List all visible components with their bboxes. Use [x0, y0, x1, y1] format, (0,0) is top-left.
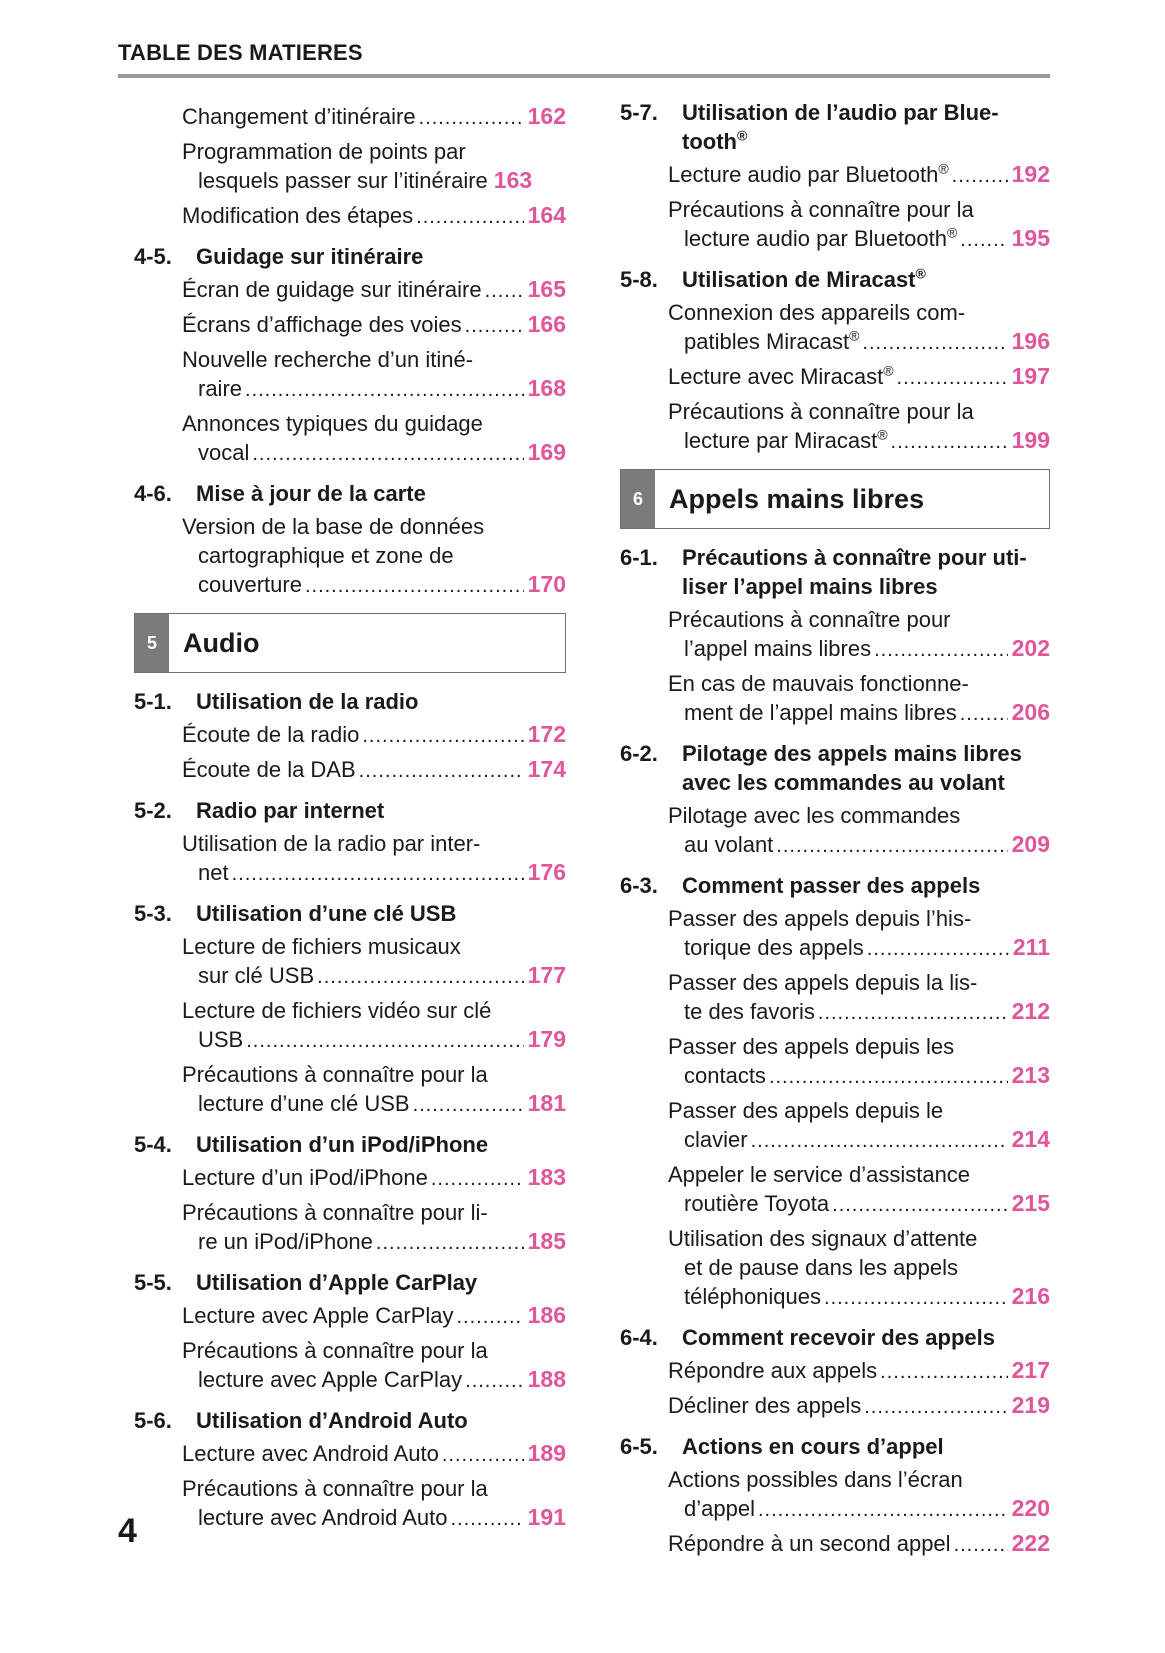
- toc-entry[interactable]: [620, 1096, 1050, 1156]
- toc-entry-line: [182, 858, 566, 889]
- dot-leader: [832, 1191, 1007, 1220]
- toc-page-number[interactable]: 206: [1011, 699, 1050, 725]
- toc-entry[interactable]: [620, 968, 1050, 1028]
- toc-entry-text: Pilotage avec les commandes: [668, 803, 961, 828]
- toc-entry[interactable]: [620, 1529, 1050, 1560]
- toc-entry-text: Annonces typiques du guidage: [182, 411, 483, 436]
- toc-entry-line: [182, 541, 566, 570]
- toc-entry-text: Changement d’itinéraire: [182, 104, 416, 129]
- toc-entry-line: [668, 698, 1050, 729]
- toc-page-number[interactable]: 164: [527, 202, 566, 228]
- section-title[interactable]: 5-4. Utilisation d’un iPod/iPhone: [134, 1132, 489, 1157]
- chapter-title: Appels mains libres: [669, 483, 925, 514]
- dot-leader: [818, 999, 1008, 1028]
- toc-entry[interactable]: [134, 201, 566, 232]
- dot-leader: [362, 722, 523, 751]
- section-title[interactable]: 5-8. Utilisation de Miracast®: [620, 265, 926, 292]
- toc-entry[interactable]: [620, 669, 1050, 729]
- toc-page-number[interactable]: 215: [1011, 1190, 1050, 1216]
- toc-entry-text: cartographique et zone de: [198, 543, 454, 568]
- dot-leader: [457, 1303, 524, 1332]
- toc-entry-line: [182, 345, 566, 374]
- dot-leader: [419, 104, 524, 133]
- toc-entry-text: Actions possibles dans l’écran: [668, 1467, 963, 1492]
- toc-entry-text: Précautions à connaître pour la: [182, 1338, 488, 1363]
- toc-entry[interactable]: [134, 512, 566, 601]
- toc-entry-text: Précautions à connaître pour la: [182, 1062, 488, 1087]
- toc-entry[interactable]: [134, 1439, 566, 1470]
- dot-leader: [465, 312, 524, 341]
- dot-leader: [751, 1127, 1008, 1156]
- toc-entry-text: clavier: [684, 1127, 748, 1152]
- section-title[interactable]: 6-5. Actions en cours d’appel: [620, 1434, 944, 1459]
- toc-entry[interactable]: [134, 275, 566, 306]
- dot-leader: [431, 1165, 524, 1194]
- toc-entry-line: [668, 1224, 1050, 1253]
- toc-entry[interactable]: [134, 1474, 566, 1534]
- chapter-header-appels[interactable]: [620, 469, 1050, 529]
- toc-page-number[interactable]: 211: [1012, 934, 1050, 960]
- toc-entry[interactable]: [134, 932, 566, 992]
- toc-entry-line: [182, 1163, 566, 1194]
- toc-entry-line: [182, 996, 566, 1025]
- toc-entry-line: [182, 1474, 566, 1503]
- toc-entry-text: au volant: [684, 832, 774, 857]
- toc-entry[interactable]: Précautions à connaître pour la lecture par Miracast® ..... 199: [620, 397, 1050, 457]
- dot-leader: [413, 1091, 524, 1120]
- toc-entry-line: [182, 1198, 566, 1227]
- toc-entry-line: [182, 570, 566, 601]
- entries-group: [134, 829, 566, 889]
- toc-entry-line: [668, 1061, 1050, 1092]
- toc-entry-text: sur clé USB: [198, 963, 315, 988]
- dot-leader: [442, 1441, 524, 1470]
- toc-entry-line: [182, 1336, 566, 1365]
- toc-entry-line: [668, 1160, 1050, 1189]
- toc-entry[interactable]: [620, 801, 1050, 861]
- section-title[interactable]: 5-5. Utilisation d’Apple CarPlay: [134, 1270, 478, 1295]
- toc-entry[interactable]: [620, 1465, 1050, 1525]
- toc-entry-text: Passer des appels depuis la lis-: [668, 970, 978, 995]
- dot-leader: [232, 860, 524, 889]
- dot-leader: [874, 636, 1008, 665]
- dot-leader: [246, 1027, 523, 1056]
- toc-page-number[interactable]: 217: [1011, 1357, 1050, 1383]
- section-title[interactable]: 5-7. Utilisation de l’audio par Blue- tooth®: [620, 100, 999, 154]
- entries-group: [134, 275, 566, 469]
- toc-entry[interactable]: Précautions à connaître pour la lecture audio par Bluetooth® ..... 195: [620, 195, 1050, 255]
- toc-page-number[interactable]: 172: [527, 721, 566, 747]
- toc-page-number[interactable]: 216: [1011, 1283, 1050, 1309]
- toc-entry-text: d’appel: [684, 1496, 755, 1521]
- toc-entry-text: couverture: [198, 572, 302, 597]
- toc-entry-line: [182, 374, 566, 405]
- toc-entry-text: Nouvelle recherche d’un itiné-: [182, 347, 474, 372]
- page-number: 4: [118, 1512, 137, 1550]
- dot-leader: [880, 1358, 1007, 1387]
- toc-page-number[interactable]: 186: [527, 1302, 566, 1328]
- toc-entry-text: et de pause dans les appels: [684, 1255, 958, 1280]
- toc-page-number[interactable]: 168: [527, 375, 566, 401]
- entries-group: [134, 1163, 566, 1258]
- toc-entry-line: [182, 1439, 566, 1470]
- dot-leader: [824, 1284, 1008, 1313]
- toc-entry-line: [668, 1125, 1050, 1156]
- dot-leader: [954, 1531, 1008, 1560]
- dot-leader: [305, 572, 524, 601]
- section-title[interactable]: 4-5. Guidage sur itinéraire: [134, 244, 424, 269]
- section-title[interactable]: 5-2. Radio par internet: [134, 798, 385, 823]
- entries-group: [134, 512, 566, 601]
- toc-entry-line: [668, 830, 1050, 861]
- toc-entry-text: téléphoniques: [684, 1284, 822, 1309]
- toc-entry-text: Programmation de points par: [182, 139, 466, 164]
- dot-leader: [758, 1496, 1008, 1525]
- toc-entry-line: [182, 275, 566, 306]
- toc-entry[interactable]: [134, 137, 566, 197]
- toc-page-number[interactable]: 202: [1011, 635, 1050, 661]
- toc-entry-line: [668, 968, 1050, 997]
- dot-leader: [776, 832, 1007, 861]
- toc-entry-text: Utilisation des signaux d’attente: [668, 1226, 978, 1251]
- toc-entry[interactable]: [134, 310, 566, 341]
- header-rule: [118, 74, 1050, 78]
- dot-leader: [376, 1229, 524, 1258]
- toc-entry-text: En cas de mauvais fonctionne-: [668, 671, 969, 696]
- toc-entry[interactable]: [620, 1391, 1050, 1422]
- toc-entry-text: Passer des appels depuis le: [668, 1098, 944, 1123]
- entries-group: [134, 1439, 566, 1534]
- toc-entry-line: [182, 1503, 566, 1534]
- toc-entry-text: Écoute de la DAB: [182, 757, 356, 782]
- toc-entry[interactable]: [620, 1356, 1050, 1387]
- toc-entry-line: [668, 1282, 1050, 1313]
- dot-leader: [245, 376, 524, 405]
- toc-entry-line: [668, 904, 1050, 933]
- toc-entry[interactable]: [134, 1301, 566, 1332]
- toc-entry-line: [668, 1096, 1050, 1125]
- toc-entry-text: net: [198, 860, 229, 885]
- toc-entry-line: [668, 1465, 1050, 1494]
- dot-leader: [359, 757, 524, 786]
- entries-group: [134, 932, 566, 1120]
- toc-entry-text: routière Toyota: [684, 1191, 830, 1216]
- toc-entry[interactable]: [134, 829, 566, 889]
- entries-group: [620, 904, 1050, 1313]
- chapter-title: Audio: [183, 627, 260, 658]
- section-title[interactable]: 4-6. Mise à jour de la carte: [134, 481, 426, 506]
- entries-group: [620, 1356, 1050, 1422]
- toc-entry-text: l’appel mains libres: [684, 636, 872, 661]
- toc-entry-text: Répondre à un second appel: [668, 1531, 951, 1556]
- dot-leader: [485, 277, 524, 306]
- toc-page-number[interactable]: 209: [1011, 831, 1050, 857]
- toc-entry-text: USB: [198, 1027, 244, 1052]
- toc-entry[interactable]: [134, 996, 566, 1056]
- toc-entry-text: Lecture de fichiers musicaux: [182, 934, 461, 959]
- toc-page-number[interactable]: 166: [527, 311, 566, 337]
- toc-entry-text: Passer des appels depuis l’his-: [668, 906, 972, 931]
- toc-entry-text: lesquels passer sur l’itinéraire: [198, 168, 488, 193]
- toc-entry-text: Modification des étapes: [182, 203, 414, 228]
- toc-entry[interactable]: [134, 720, 566, 751]
- toc-column-left: [134, 98, 566, 1534]
- toc-entry-text: vocal: [198, 440, 250, 465]
- toc-entry[interactable]: [134, 1163, 566, 1194]
- toc-entry-line: [182, 961, 566, 992]
- toc-entry-line: [182, 137, 566, 166]
- dot-leader: [451, 1505, 524, 1534]
- toc-entry[interactable]: [620, 605, 1050, 665]
- toc-page-number[interactable]: 188: [527, 1366, 566, 1392]
- entries-group: [134, 102, 566, 232]
- toc-entry-text: raire: [198, 376, 243, 401]
- toc-entry-line: [182, 102, 566, 133]
- toc-entry-line: [182, 310, 566, 341]
- toc-page-number[interactable]: 181: [527, 1090, 566, 1116]
- toc-entry-text: Utilisation de la radio par inter-: [182, 831, 481, 856]
- toc-entry-line: [668, 634, 1050, 665]
- entries-group: [134, 1301, 566, 1396]
- chapter-header-audio[interactable]: [134, 613, 566, 673]
- toc-entry-text: Écoute de la radio: [182, 722, 360, 747]
- toc-entry[interactable]: Lecture audio par Bluetooth® ..... 192: [620, 160, 1050, 191]
- dot-leader: [867, 935, 1009, 964]
- toc-entry[interactable]: [134, 1060, 566, 1120]
- toc-page-number[interactable]: 179: [527, 1026, 566, 1052]
- dot-leader: [960, 700, 1008, 729]
- dot-leader: [252, 440, 523, 469]
- toc-entry[interactable]: [620, 1032, 1050, 1092]
- toc-entry[interactable]: Lecture avec Miracast® ..... 197: [620, 362, 1050, 393]
- toc-entry-line: [182, 438, 566, 469]
- toc-entry-text: Écran de guidage sur itinéraire: [182, 277, 482, 302]
- toc-page-number[interactable]: 183: [527, 1164, 566, 1190]
- toc-entry[interactable]: [620, 1224, 1050, 1313]
- toc-entry-line: [668, 1253, 1050, 1282]
- toc-entry-text: Lecture avec Android Auto: [182, 1441, 439, 1466]
- entries-group: [620, 801, 1050, 861]
- toc-entry-line: [182, 1365, 566, 1396]
- toc-entry-line: [668, 933, 1050, 964]
- toc-entry[interactable]: Connexion des appareils com- patibles Miracast® ..... 196: [620, 298, 1050, 358]
- toc-entry-line: [668, 997, 1050, 1028]
- toc-entry-line: [182, 932, 566, 961]
- toc-entry-text: Précautions à connaître pour la: [182, 1476, 488, 1501]
- toc-page-number[interactable]: 162: [527, 103, 566, 129]
- section-title[interactable]: 6-1. Précautions à connaître pour uti- liser l’appel mains libres: [620, 545, 1027, 599]
- toc-page-number[interactable]: 170: [527, 571, 566, 597]
- toc-entry-text: torique des appels: [684, 935, 864, 960]
- toc-entry-text: Passer des appels depuis les: [668, 1034, 955, 1059]
- toc-entry-text: lecture avec Apple CarPlay: [198, 1367, 463, 1392]
- toc-entry-text: lecture avec Android Auto: [198, 1505, 448, 1530]
- toc-page-number[interactable]: 163: [493, 167, 533, 193]
- dot-leader: [769, 1063, 1008, 1092]
- toc-entry-text: Lecture avec Apple CarPlay: [182, 1303, 454, 1328]
- section-title[interactable]: 5-6. Utilisation d’Android Auto: [134, 1408, 468, 1433]
- toc-entry-line: [668, 801, 1050, 830]
- toc-entry-line: [668, 605, 1050, 634]
- toc-entry-text: re un iPod/iPhone: [198, 1229, 373, 1254]
- toc-page-number[interactable]: 165: [527, 276, 566, 302]
- toc-entry-line: [182, 409, 566, 438]
- toc-entry-line: [182, 1301, 566, 1332]
- toc-entry-line: [668, 1356, 1050, 1387]
- toc-entry[interactable]: [134, 102, 566, 133]
- toc-entry-text: lecture d’une clé USB: [198, 1091, 410, 1116]
- toc-entry[interactable]: [134, 409, 566, 469]
- dot-leader: [465, 1367, 523, 1396]
- section-title[interactable]: 5-1. Utilisation de la radio: [134, 689, 419, 714]
- page-header-title: TABLE DES MATIERES: [118, 40, 363, 65]
- toc-entry-line: [668, 1529, 1050, 1560]
- toc-entry-text: Lecture de fichiers vidéo sur clé: [182, 998, 492, 1023]
- toc-entry-text: ment de l’appel mains libres: [684, 700, 957, 725]
- toc-page-number[interactable]: 191: [527, 1504, 566, 1530]
- toc-page-number[interactable]: 220: [1011, 1495, 1050, 1521]
- toc-entry-line: [668, 1189, 1050, 1220]
- toc-page-number[interactable]: 214: [1011, 1126, 1050, 1152]
- toc-column-right: [620, 98, 1050, 1560]
- toc-entry-line: [182, 1227, 566, 1258]
- toc-entry-line: [668, 1494, 1050, 1525]
- toc-entry[interactable]: [134, 1198, 566, 1258]
- toc-page-number[interactable]: 189: [527, 1440, 566, 1466]
- entries-group: [134, 720, 566, 786]
- toc-entry-line: [182, 755, 566, 786]
- toc-entry-line: [182, 201, 566, 232]
- toc-entry[interactable]: [620, 1160, 1050, 1220]
- toc-entry-text: te des favoris: [684, 999, 815, 1024]
- toc-page-number[interactable]: 222: [1011, 1530, 1050, 1556]
- toc-entry-line: [182, 512, 566, 541]
- dot-leader: [416, 203, 523, 232]
- toc-entry-line: [182, 720, 566, 751]
- toc-entry-text: Répondre aux appels: [668, 1358, 878, 1383]
- section-title[interactable]: 6-3. Comment passer des appels: [620, 873, 981, 898]
- toc-entry-text: Précautions à connaître pour: [668, 607, 951, 632]
- dot-leader: [317, 963, 523, 992]
- toc-entry[interactable]: [134, 755, 566, 786]
- chapter-number-badge: 6: [621, 470, 655, 528]
- toc-entry-line: [668, 1391, 1050, 1422]
- chapter-number-badge: 5: [135, 614, 169, 672]
- toc-page-number[interactable]: 169: [527, 439, 566, 465]
- toc-entry[interactable]: [620, 904, 1050, 964]
- toc-page-number[interactable]: 212: [1011, 998, 1050, 1024]
- toc-entry-line: [668, 1032, 1050, 1061]
- toc-entry-line: [182, 166, 566, 197]
- toc-entry-text: Lecture d’un iPod/iPhone: [182, 1165, 428, 1190]
- toc-entry-line: [182, 1060, 566, 1089]
- section-title[interactable]: 6-4. Comment recevoir des appels: [620, 1325, 996, 1350]
- toc-page-number[interactable]: 219: [1011, 1392, 1050, 1418]
- section-title[interactable]: 5-3. Utilisation d’une clé USB: [134, 901, 457, 926]
- toc-entry[interactable]: [134, 345, 566, 405]
- dot-leader: [864, 1393, 1007, 1422]
- toc-entry-line: [182, 829, 566, 858]
- entries-group: [620, 605, 1050, 729]
- toc-entry[interactable]: [134, 1336, 566, 1396]
- toc-entry-text: Version de la base de données: [182, 514, 485, 539]
- toc-entry-text: Décliner des appels: [668, 1393, 862, 1418]
- toc-page-number[interactable]: 213: [1011, 1062, 1050, 1088]
- toc-page-number[interactable]: 185: [527, 1228, 566, 1254]
- toc-page-number[interactable]: 177: [527, 962, 566, 988]
- section-title[interactable]: 6-2. Pilotage des appels mains libres avec les commandes au volant: [620, 741, 1022, 795]
- toc-entry-text: Appeler le service d’assistance: [668, 1162, 971, 1187]
- toc-entry-line: [182, 1025, 566, 1056]
- toc-page-number[interactable]: 174: [527, 756, 566, 782]
- toc-page-number[interactable]: 176: [527, 859, 566, 885]
- toc-entry-text: contacts: [684, 1063, 766, 1088]
- toc-entry-line: [182, 1089, 566, 1120]
- toc-entry-text: Écrans d’affichage des voies: [182, 312, 462, 337]
- toc-entry-line: [668, 669, 1050, 698]
- entries-group: [620, 1465, 1050, 1560]
- toc-entry-text: Précautions à connaître pour li-: [182, 1200, 488, 1225]
